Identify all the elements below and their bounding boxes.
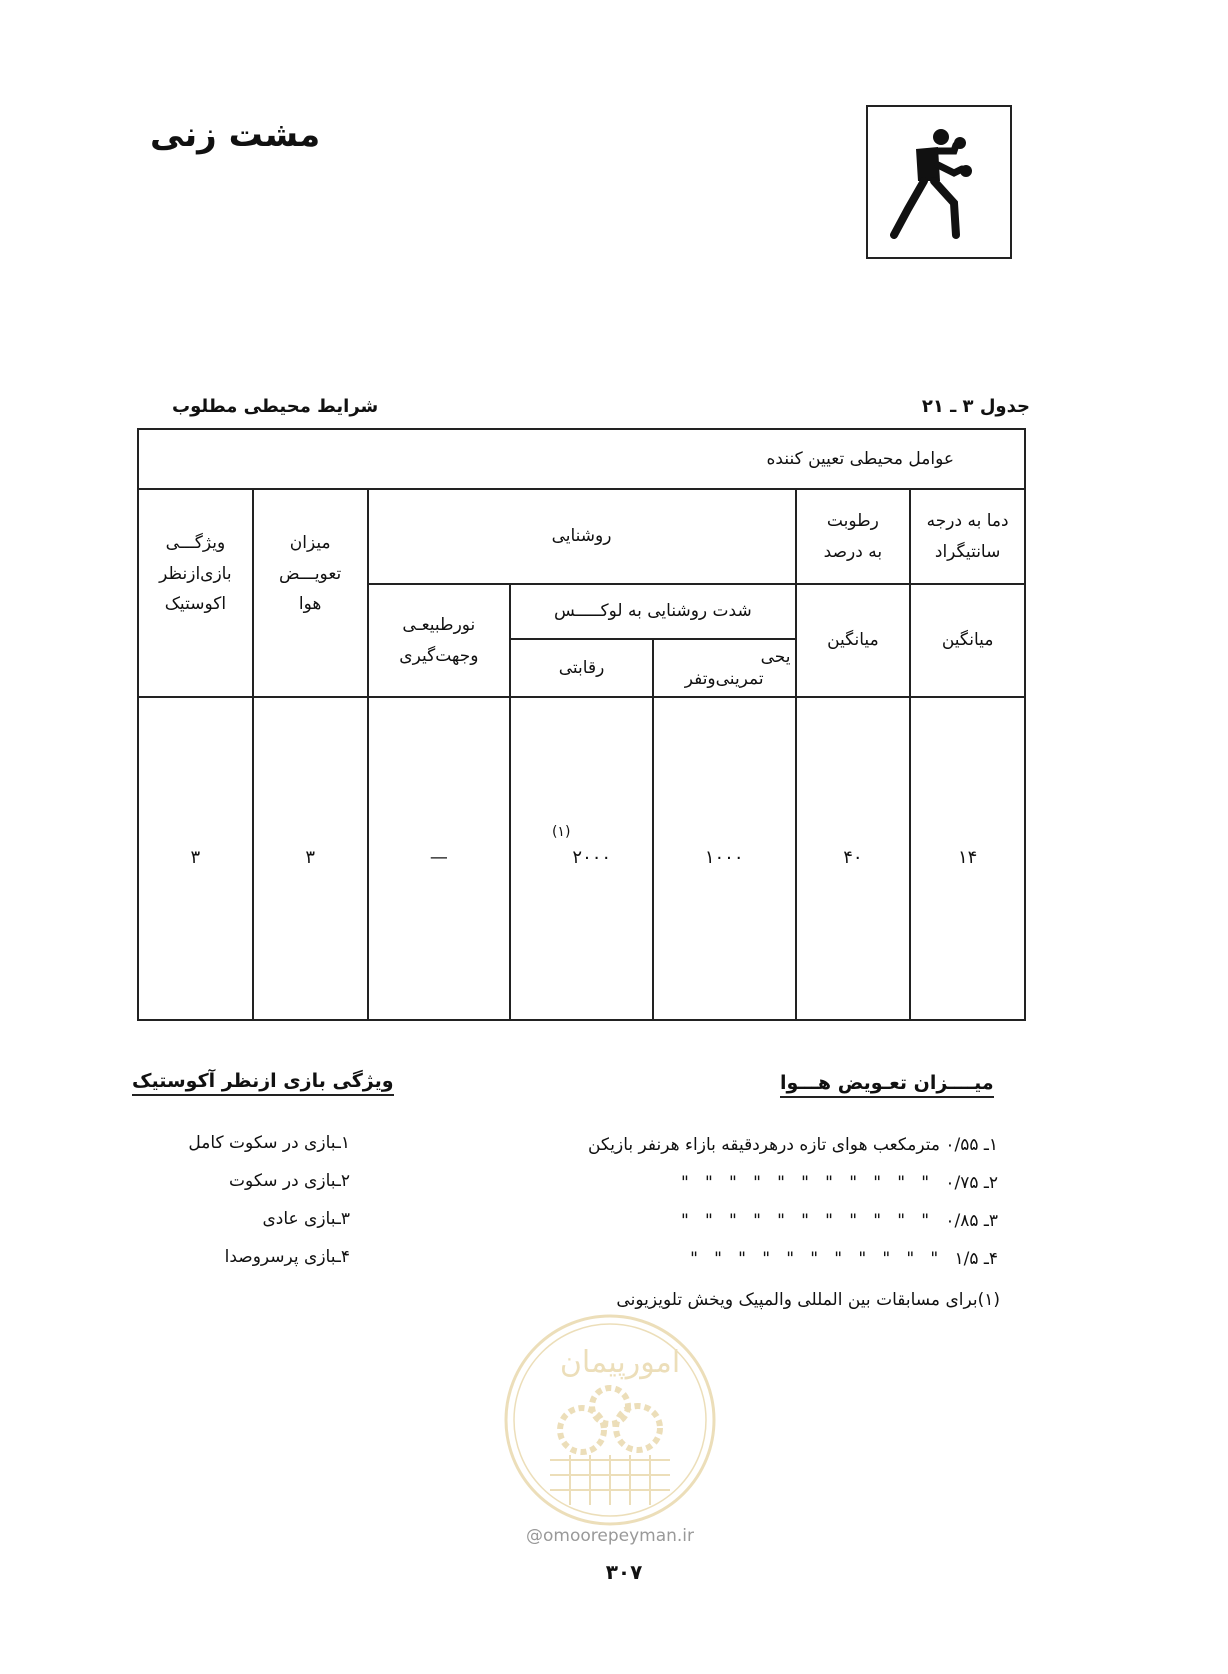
boxer-pictogram-icon: [868, 107, 1010, 257]
header-acoustic-line3: اکوستیک: [164, 594, 227, 615]
value-acoustic: ۳: [138, 697, 253, 1020]
subheader-training-line1: یحی: [760, 646, 791, 667]
header-acoustic-line2: بازی‌ازنظر: [159, 563, 232, 584]
subheader-training-line2: تمرینی‌وتفر: [684, 669, 764, 689]
subheader-humidity-average: میانگین: [796, 584, 911, 697]
table-caption: شرایط محیطی مطلوب: [172, 396, 379, 417]
acoustic-item: ۱ـبازی در سکوت کامل: [188, 1133, 350, 1153]
header-ventilation-line3: هوا: [298, 594, 322, 615]
svg-text:امورپیمان: امورپیمان: [559, 1345, 681, 1380]
acoustic-item: ۲ـبازی در سکوت: [229, 1171, 350, 1191]
ventilation-item: ۲ـ ۰/۷۵ " " " " " " " " " " ": [681, 1173, 998, 1193]
header-temperature-line2: سانتیگراد: [934, 541, 1001, 562]
watermark-site: @omoorepeyman.ir: [525, 1526, 695, 1546]
value-humidity: ۴۰: [796, 697, 911, 1020]
page-number: ۳۰۷: [605, 1560, 643, 1584]
value-ventilation: ۳: [253, 697, 368, 1020]
table-number: جدول ۳ ـ ۲۱: [921, 396, 1030, 417]
header-humidity: [796, 489, 911, 584]
ventilation-list: [470, 1126, 998, 1278]
subheader-light-intensity: شدت روشنایی به لوکـــــس: [510, 584, 795, 639]
acoustic-section-title: ویژگی بازی ازنظر آکوستیک: [132, 1070, 394, 1096]
header-ventilation-line2: تعویـــض: [279, 563, 342, 584]
header-ventilation-line1: میزان: [289, 533, 331, 553]
subheader-natural-light: [368, 584, 511, 697]
ventilation-item: ۳ـ ۰/۸۵ " " " " " " " " " " ": [681, 1211, 998, 1231]
page-title: مشت زنی: [150, 115, 321, 155]
header-humidity-line1: رطوبت: [826, 510, 879, 531]
acoustic-item: ۴ـبازی پرسروصدا: [224, 1247, 350, 1267]
watermark-seal-icon: [500, 1310, 720, 1530]
header-humidity-line2: به درصد: [823, 541, 883, 562]
ventilation-item: ۱ـ ۰/۵۵ مترمکعب هوای تازه درهردقیقه بازاء هرنفر بازیکن: [587, 1135, 998, 1155]
header-lighting: روشنایی: [368, 489, 796, 584]
sport-pictogram-frame: [866, 105, 1012, 259]
subheader-natural-line2: وجهت‌گیری: [399, 645, 479, 666]
subheader-natural-line1: نورطبیعـی: [402, 614, 476, 635]
value-temperature: ۱۴: [910, 697, 1025, 1020]
acoustic-list: [150, 1124, 350, 1276]
ventilation-section-title: میــــزان تعـویض هـــوا: [780, 1072, 994, 1098]
footnote-marker: (۱): [551, 824, 571, 841]
ventilation-item: ۴ـ ۱/۵ " " " " " " " " " " ": [690, 1249, 998, 1269]
subheader-temperature-average: میانگین: [910, 584, 1025, 697]
header-temperature: [910, 489, 1025, 584]
value-competitive-lux: [510, 697, 653, 1020]
value-training-lux: ۱۰۰۰: [653, 697, 796, 1020]
footnote: (۱)برای مسابقات بین المللی والمپیک ویخش تلویزیونی: [616, 1290, 1000, 1310]
value-competitive-number: ۲۰۰۰: [572, 847, 612, 869]
header-ventilation: [253, 489, 368, 697]
environment-conditions-table: [137, 428, 1026, 1021]
value-natural-light: —: [368, 697, 511, 1020]
subheader-competitive: رقابتی: [510, 639, 653, 697]
table-top-header: عوامل محیطی تعیین کننده: [138, 429, 1025, 489]
header-acoustic-line1: ویژگـــی: [165, 533, 226, 553]
header-acoustic: [138, 489, 253, 697]
header-temperature-line1: دما به درجه: [926, 510, 1009, 531]
acoustic-item: ۳ـبازی عادی: [262, 1209, 350, 1229]
subheader-training: [653, 639, 796, 697]
